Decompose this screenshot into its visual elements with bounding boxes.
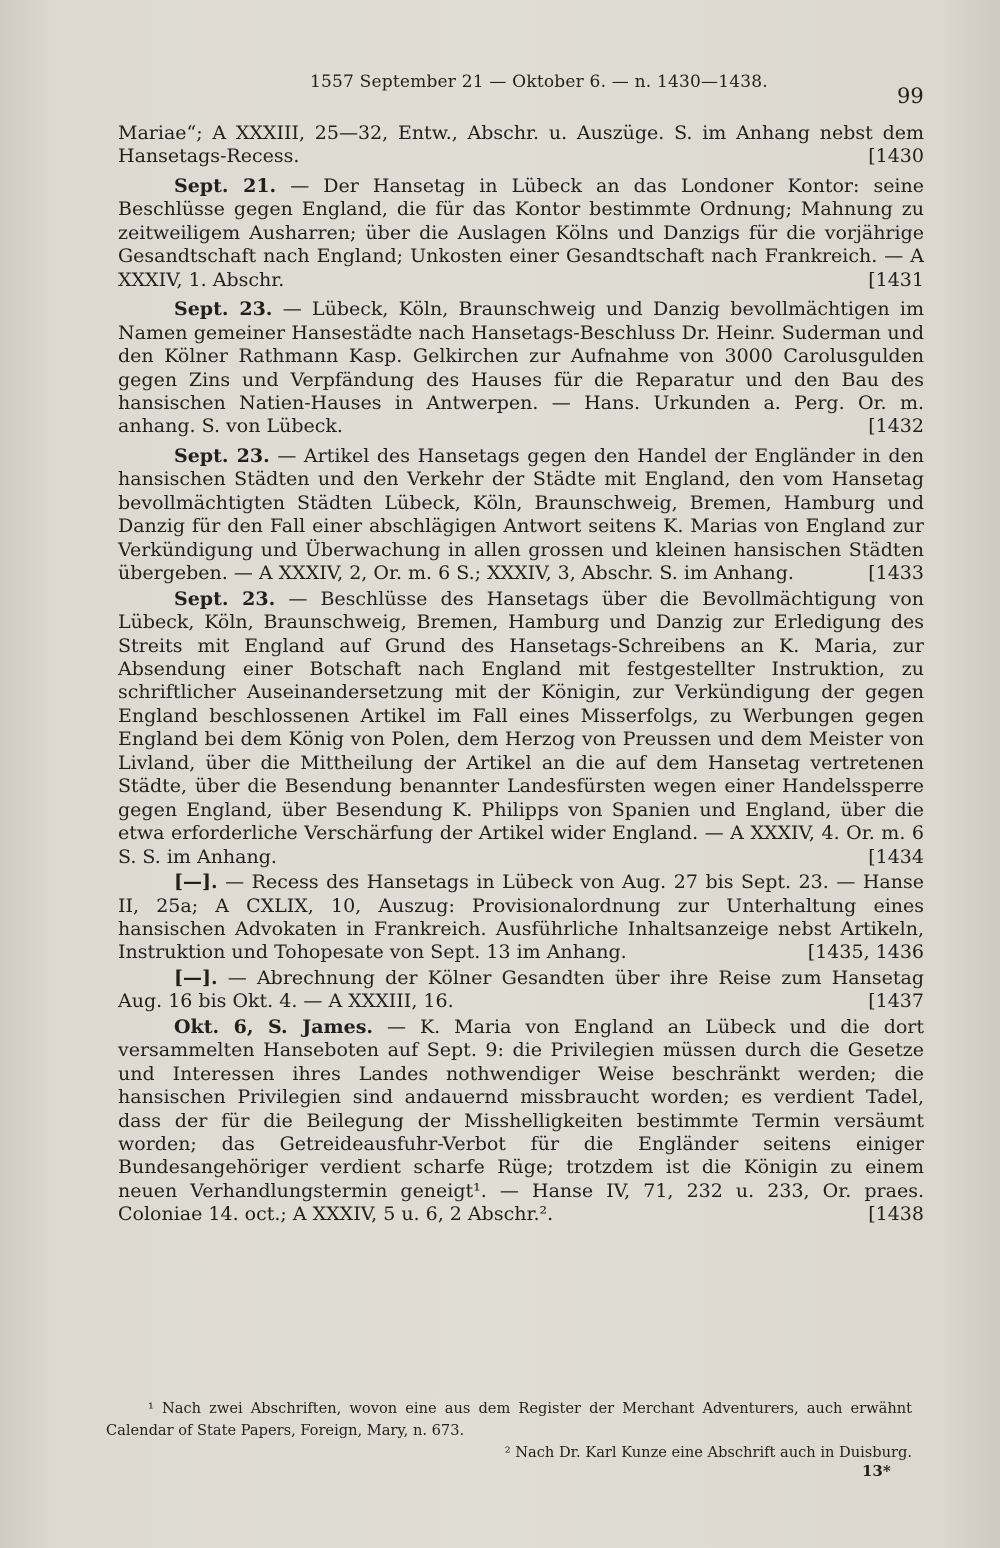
calendar-entry <box>118 871 924 965</box>
calendar-entry <box>118 445 924 586</box>
entries-body <box>118 122 924 1227</box>
entry-number: [1432 <box>868 415 924 438</box>
calendar-entry <box>118 175 924 292</box>
entry-date: [—]. <box>174 871 218 894</box>
entry-number: [1438 <box>868 1203 924 1226</box>
entry-text: — Lübeck, Köln, Braunschweig und Danzig bevollmächtigen im Namen gemeiner Hansestädte nach Hansetags-Beschluss Dr. Heinr. Suderman und den Kölner Rathmann Kasp. Gelkirchen zur Aufnahme von 3000 Carolusgulden gegen Zins und Verpfändung des Hauses für die Reparatur und den Bau des hansischen Natien-Hauses in Antwerpen. — Hans. Urkunden a. Perg. Or. m. anhang. S. von Lübeck. <box>118 298 924 438</box>
entry-number: [1437 <box>868 990 924 1013</box>
footnote-2-text: ² Nach Dr. Karl Kunze eine Abschrift auch in Duisburg. <box>504 1444 912 1461</box>
entry-number: [1433 <box>868 562 924 585</box>
entry-date: Sept. 23. <box>174 298 273 321</box>
calendar-entry <box>118 967 924 1014</box>
entry-text: — Artikel des Hansetags gegen den Handel der Engländer in den hansischen Städten und den Verkehr der Städte mit England, den vom Hansetag bevollmächtigten Städten Lübeck, Köln, Braunschweig, Bremen, Hamburg und Danzig für den Fall einer abschlägigen Antwort seitens K. Marias von England zur Verkündigung und Überwachung in allen grossen und kleinen hansischen Städten übergeben. — A XXXIV, 2, Or. m. 6 S.; XXXIV, 3, Abschr. S. im Anhang. <box>118 444 924 585</box>
calendar-entry <box>118 122 924 169</box>
entry-date: Okt. 6, S. James. <box>174 1015 374 1038</box>
footnotes <box>106 1398 912 1464</box>
entry-text: — K. Maria von England an Lübeck und die dort versammelten Hanseboten auf Sept. 9: die Privilegien müssen durch die Gesetze und Interessen ihres Landes nothwendiger Weise beschränkt werden; die hansischen Privilegien sind andauernd missbraucht worden; es verdient Tadel, dass der für die Beilegung der Misshelligkeiten bestimmte Termin versäumt worden; das Getreideausfuhr-Verbot für die Engländer seitens einiger Bundesangehöriger verdient scharfe Rüge; trotzdem ist die Königin zu einem neuen Verhandlungstermin geneigt¹. — Hanse IV, 71, 232 u. 233, Or. praes. Coloniae 14. oct.; A XXXIV, 5 u. 6, 2 Abschr.². <box>118 1015 925 1226</box>
entry-date: Sept. 23. <box>174 444 270 467</box>
calendar-entry <box>118 588 924 869</box>
entry-number: [1431 <box>868 268 924 291</box>
entry-text: Mariae“; A XXXIII, 25—32, Entw., Abschr. u. Auszüge. S. im Anhang nebst dem Hansetags-Recess. <box>118 122 924 168</box>
calendar-entry <box>118 298 924 439</box>
entry-text: — Abrechnung der Kölner Gesandten über ihre Reise zum Hansetag Aug. 16 bis Okt. 4. — A XXXIII, 16. <box>118 966 924 1013</box>
entry-text: — Recess des Hansetags in Lübeck von Aug. 27 bis Sept. 23. — Hanse II, 25a; A CXLIX, 10, Auszug: Provisionalordnung zur Unterhaltung eines hansischen Advokaten in Frankreich. Ausführliche Inhaltsanzeige nebst Artikeln, Instruktion und Tohopesate von Sept. 13 im Anhang. <box>118 871 924 964</box>
footnote-1 <box>106 1398 912 1461</box>
entry-number: [1430 <box>868 145 924 168</box>
footnote-1-text: ¹ Nach zwei Abschriften, wovon eine aus dem Register der Merchant Adventurers, auch erwähnt Calendar of State Papers, Foreign, Mary, n. 673. <box>106 1400 912 1439</box>
page-number: 99 <box>897 84 924 108</box>
running-head: 1557 September 21 — Oktober 6. — n. 1430—1438. <box>310 72 768 92</box>
entry-text: — Beschlüsse des Hansetags über die Bevollmächtigung von Lübeck, Köln, Braunschweig, Bremen, Hamburg und Danzig zur Erledigung des Streits mit England auf Grund des Hansetags-Schreibens an K. Maria, zur Absendung einer Botschaft nach England mit festgestellter Instruktion, zu schriftlicher Auseinandersetzung mit der Königin, zur Verkündigung der gegen England beschlossenen Artikel im Fall eines Misserfolgs, zu Werbungen gegen England bei dem König von Polen, dem Herzog von Preussen und dem Meister von Livland, über die Mittheilung der Artikel an die auf dem Hansetag vertretenen Städte, über die Besendung benannter Landesfürsten wegen einer Handelssperre gegen England, über Besendung K. Philipps von Spanien und England, über die etwa erforderliche Verschärfung der Artikel wider England. — A XXXIV, 4. Or. m. 6 S. S. im Anhang. <box>118 587 925 868</box>
entry-number: [1434 <box>868 845 924 868</box>
entry-text: — Der Hansetag in Lübeck an das Londoner Kontor: seine Beschlüsse gegen England, die für das Kontor bestimmte Ordnung; Mahnung zu zeitweiligem Ausharren; über die Auslagen Kölns und Danzigs für die vorjährige Gesandtschaft nach England; Unkosten einer Gesandtschaft nach Frankreich. — A XXXIV, 1. Abschr. <box>118 174 924 291</box>
calendar-entry <box>118 1016 924 1227</box>
entry-date: Sept. 21. <box>174 174 277 197</box>
entry-date: Sept. 23. <box>174 587 276 610</box>
entry-date: [—]. <box>174 966 218 989</box>
entry-number: [1435, 1436 <box>807 941 924 964</box>
signature-mark: 13* <box>862 1462 891 1480</box>
